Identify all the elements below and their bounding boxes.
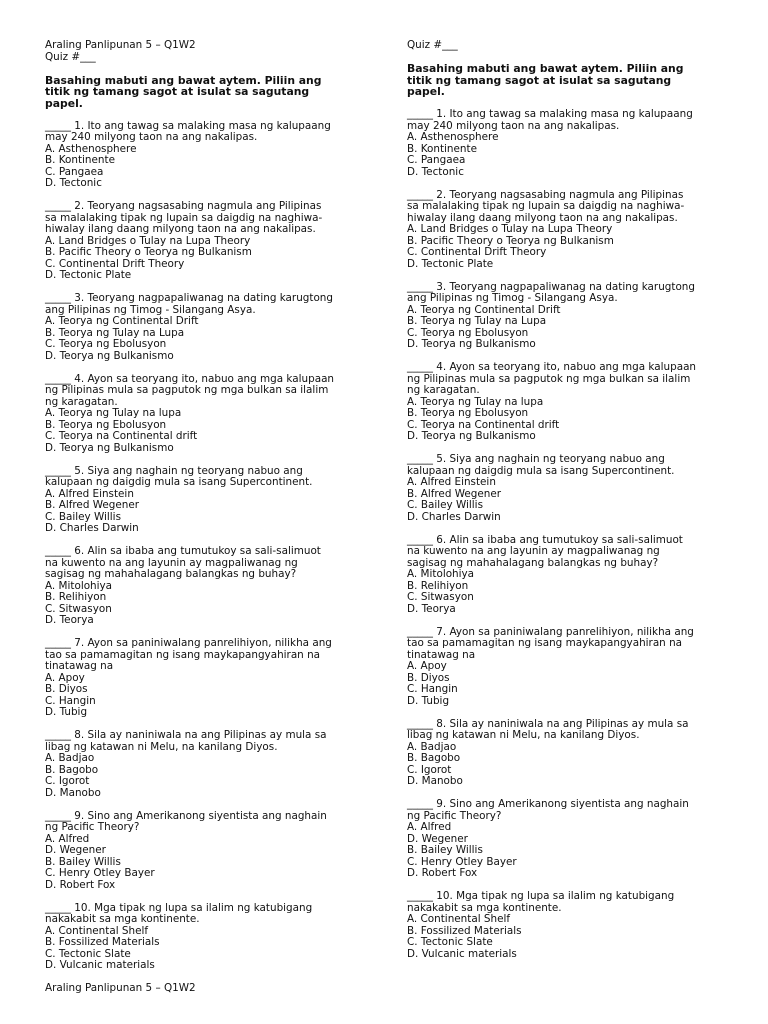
answer-choice: A. Continental Shelf	[45, 924, 149, 937]
answer-choice: C. Pangaea	[45, 165, 104, 178]
answer-choice: D. Charles Darwin	[407, 510, 501, 523]
answer-choice: B. Bailey Willis	[45, 855, 121, 868]
answer-choice: B. Bagobo	[407, 752, 461, 764]
question-text: _____ 4. Ayon sa teoryang ito, nabuo ang mga kalupaan	[45, 372, 335, 385]
answer-choice: C. Bailey Willis	[407, 499, 483, 511]
question-item	[45, 811, 385, 892]
answer-choice: B. Pacific Theory o Teorya ng Bulkanism	[45, 246, 252, 258]
answer-choice: C. Tectonic Slate	[45, 947, 131, 960]
answer-choice: C. Continental Drift Theory	[407, 246, 547, 258]
footer-subject-title: Araling Panlipunan 5 – Q1W2	[45, 982, 196, 994]
question-text: libag ng katawan ni Melu, na kanilang Diyos.	[407, 729, 640, 741]
question-text: ang Pilipinas ng Timog - Silangang Asya.	[45, 303, 256, 316]
question-text: ng karagatan.	[407, 384, 480, 396]
instruction-line: titik ng tamang sagot at isulat sa sagutang	[45, 85, 310, 98]
answer-choice: C. Tectonic Slate	[407, 936, 493, 948]
answer-choice: A. Teorya ng Continental Drift	[407, 303, 561, 316]
question-text: _____ 9. Sino ang Amerikanong siyentista ang naghain	[407, 798, 689, 810]
answer-choice: B. Relihiyon	[45, 591, 107, 603]
answer-choice: B. Teorya ng Tulay na Lupa	[407, 315, 547, 327]
answer-choice: C. Sitwasyon	[45, 602, 112, 615]
answer-choice: A. Land Bridges o Tulay na Lupa Theory	[45, 234, 251, 247]
answer-choice: C. Igorot	[407, 763, 452, 776]
question-text: nakakabit sa mga kontinente.	[407, 901, 562, 914]
question-text: _____ 10. Mga tipak ng lupa sa ilalim ng katubigang	[407, 890, 675, 902]
answer-choice: B. Fossilized Materials	[45, 936, 160, 948]
question-text: _____ 7. Ayon sa paniniwalang panrelihiyon, nilikha ang	[407, 625, 694, 638]
question-text: na kuwento na ang layunin ay magpaliwanag ng	[407, 545, 660, 557]
answer-choice: C. Teorya na Continental drift	[407, 418, 560, 431]
answer-choice: C. Hangin	[407, 683, 458, 695]
question-item	[45, 466, 385, 535]
question-text: ng Pilipinas mula sa pagputok ng mga bulkan sa ilalim	[407, 372, 691, 385]
answer-choice: A. Apoy	[45, 671, 85, 684]
question-text: _____ 5. Siya ang naghain ng teoryang nabuo ang	[45, 464, 303, 477]
answer-choice: A. Asthenosphere	[407, 131, 499, 143]
question-item	[407, 282, 747, 351]
question-item	[407, 362, 747, 443]
question-item	[45, 903, 385, 972]
question-text: sa malalaking tipak ng lupain sa daigdig na naghiwa-	[407, 200, 685, 212]
answer-choice: D. Tectonic	[407, 165, 464, 178]
answer-choice: B. Pacific Theory o Teorya ng Bulkanism	[407, 234, 614, 247]
answer-choice: A. Alfred	[407, 821, 452, 833]
answer-choice: D. Tectonic Plate	[407, 257, 494, 270]
question-text: _____ 10. Mga tipak ng lupa sa ilalim ng katubigang	[45, 901, 313, 914]
answer-choice: D. Tubig	[45, 706, 88, 718]
answer-choice: B. Alfred Wegener	[407, 487, 502, 500]
question-text: ng Pilipinas mula sa pagputok ng mga bulkan sa ilalim	[45, 384, 329, 396]
answer-choice: D. Manobo	[407, 775, 463, 787]
question-text: sagisag ng mahahalagang balangkas ng buhay?	[45, 568, 297, 580]
question-list	[45, 121, 385, 972]
answer-choice: C. Henry Otley Bayer	[407, 855, 517, 868]
question-item	[407, 891, 747, 960]
quiz-column-left	[45, 40, 385, 995]
answer-choice: A. Badjao	[407, 740, 457, 753]
question-item	[407, 535, 747, 616]
question-item	[407, 109, 747, 178]
question-text: ng Pacific Theory?	[45, 821, 140, 833]
answer-choice: A. Alfred Einstein	[45, 487, 134, 500]
answer-choice: B. Relihiyon	[407, 579, 469, 592]
answer-choice: C. Sitwasyon	[407, 591, 474, 603]
question-text: hiwalay ilang daang milyong taon na ang nakalipas.	[407, 211, 678, 224]
quiz-number-line: Quiz #___	[407, 39, 458, 51]
question-item	[45, 121, 385, 190]
question-item	[45, 293, 385, 362]
instructions	[407, 63, 747, 98]
question-text: _____ 3. Teoryang nagpapaliwanag na dating karugtong	[45, 292, 333, 304]
quiz-header	[407, 40, 747, 52]
question-item	[45, 730, 385, 799]
question-text: _____ 5. Siya ang naghain ng teoryang nabuo ang	[407, 453, 665, 465]
answer-choice: D. Teorya ng Bulkanismo	[45, 349, 174, 362]
question-item	[407, 627, 747, 708]
answer-choice: D. Teorya ng Bulkanismo	[45, 441, 174, 454]
question-text: _____ 9. Sino ang Amerikanong siyentista ang naghain	[45, 809, 327, 822]
question-text: libag ng katawan ni Melu, na kanilang Diyos.	[45, 740, 278, 753]
question-text: may 240 milyong taon na ang nakalipas.	[45, 131, 258, 143]
answer-choice: A. Badjao	[45, 752, 95, 764]
answer-choice: B. Teorya ng Ebolusyon	[407, 407, 529, 419]
answer-choice: D. Charles Darwin	[45, 522, 139, 534]
answer-choice: C. Bailey Willis	[45, 510, 121, 523]
answer-choice: B. Teorya ng Tulay na Lupa	[45, 326, 185, 339]
question-text: tao sa pamamagitan ng isang maykapangyahiran na	[407, 637, 683, 649]
answer-choice: D. Tectonic	[45, 177, 102, 189]
question-text: nakakabit sa mga kontinente.	[45, 913, 200, 925]
answer-choice: B. Kontinente	[45, 154, 115, 166]
question-item	[45, 546, 385, 627]
question-text: tao sa pamamagitan ng isang maykapangyahiran na	[45, 648, 321, 661]
question-text: na kuwento na ang layunin ay magpaliwanag ng	[45, 556, 298, 569]
question-text: tinatawag na	[407, 648, 476, 661]
answer-choice: D. Wegener	[407, 832, 468, 845]
instruction-line: Basahing mabuti ang bawat aytem. Piliin ang	[45, 73, 322, 87]
answer-choice: B. Diyos	[407, 671, 450, 684]
question-text: hiwalay ilang daang milyong taon na ang nakalipas.	[45, 223, 316, 235]
question-text: _____ 1. Ito ang tawag sa malaking masa ng kalupaang	[45, 119, 331, 132]
question-text: ng Pacific Theory?	[407, 809, 502, 822]
question-text: may 240 milyong taon na ang nakalipas.	[407, 119, 620, 132]
question-text: kalupaan ng daigdig mula sa isang Supercontinent.	[45, 476, 313, 488]
question-text: tinatawag na	[45, 660, 114, 672]
answer-choice: C. Henry Otley Bayer	[45, 867, 155, 879]
question-item	[45, 638, 385, 719]
instruction-line: papel.	[45, 96, 83, 110]
answer-choice: B. Alfred Wegener	[45, 499, 140, 511]
instruction-line: papel.	[407, 85, 445, 98]
answer-choice: B. Teorya ng Ebolusyon	[45, 418, 167, 431]
instructions	[45, 75, 385, 110]
answer-choice: D. Tectonic Plate	[45, 269, 132, 281]
question-text: _____ 2. Teoryang nagsasabing nagmula ang Pilipinas	[407, 188, 684, 201]
answer-choice: C. Igorot	[45, 775, 90, 787]
answer-choice: A. Teorya ng Continental Drift	[45, 315, 199, 327]
answer-choice: A. Mitolohiya	[407, 568, 475, 580]
question-text: _____ 4. Ayon sa teoryang ito, nabuo ang mga kalupaan	[407, 361, 697, 373]
quiz-number-line: Quiz #___	[45, 50, 96, 63]
question-text: _____ 6. Alin sa ibaba ang tumutukoy sa sali-salimuot	[407, 533, 683, 546]
quiz-column-right	[407, 40, 747, 972]
answer-choice: D. Robert Fox	[45, 878, 116, 891]
answer-choice: D. Teorya ng Bulkanismo	[407, 430, 536, 442]
answer-choice: D. Tubig	[407, 694, 450, 707]
answer-choice: A. Teorya ng Tulay na lupa	[407, 395, 544, 408]
answer-choice: A. Mitolohiya	[45, 579, 113, 592]
question-text: ang Pilipinas ng Timog - Silangang Asya.	[407, 292, 618, 304]
question-text: _____ 6. Alin sa ibaba ang tumutukoy sa sali-salimuot	[45, 545, 321, 557]
answer-choice: C. Continental Drift Theory	[45, 257, 185, 270]
answer-choice: C. Hangin	[45, 694, 96, 707]
answer-choice: C. Teorya na Continental drift	[45, 430, 198, 442]
answer-choice: A. Land Bridges o Tulay na Lupa Theory	[407, 223, 613, 235]
instruction-line: titik ng tamang sagot at isulat sa sagutang	[407, 73, 672, 87]
answer-choice: C. Pangaea	[407, 154, 466, 166]
question-text: _____ 7. Ayon sa paniniwalang panrelihiyon, nilikha ang	[45, 637, 332, 649]
question-text: sa malalaking tipak ng lupain sa daigdig na naghiwa-	[45, 211, 323, 224]
question-list	[407, 109, 747, 960]
answer-choice: D. Robert Fox	[407, 867, 478, 879]
answer-choice: A. Asthenosphere	[45, 142, 137, 155]
answer-choice: B. Kontinente	[407, 142, 477, 155]
answer-choice: D. Vulcanic materials	[45, 959, 155, 971]
footer	[45, 983, 385, 995]
question-text: sagisag ng mahahalagang balangkas ng buhay?	[407, 556, 659, 569]
answer-choice: D. Wegener	[45, 844, 106, 856]
question-text: _____ 2. Teoryang nagsasabing nagmula ang Pilipinas	[45, 200, 322, 212]
answer-choice: B. Bailey Willis	[407, 844, 483, 856]
subject-title: Araling Panlipunan 5 – Q1W2	[45, 39, 196, 51]
question-text: _____ 1. Ito ang tawag sa malaking masa ng kalupaang	[407, 108, 693, 120]
question-text: _____ 8. Sila ay naniniwala na ang Pilipinas ay mula sa	[45, 729, 327, 741]
answer-choice: A. Teorya ng Tulay na lupa	[45, 407, 182, 419]
answer-choice: A. Alfred Einstein	[407, 476, 496, 488]
answer-choice: D. Teorya	[407, 602, 456, 615]
answer-choice: B. Diyos	[45, 683, 88, 695]
question-text: ng karagatan.	[45, 395, 118, 408]
answer-choice: C. Teorya ng Ebolusyon	[407, 326, 529, 339]
answer-choice: A. Alfred	[45, 832, 90, 845]
question-item	[407, 190, 747, 271]
answer-choice: D. Manobo	[45, 786, 101, 799]
question-item	[407, 719, 747, 788]
answer-choice: D. Teorya	[45, 614, 94, 626]
question-text: _____ 8. Sila ay naniniwala na ang Pilipinas ay mula sa	[407, 717, 689, 730]
answer-choice: D. Vulcanic materials	[407, 947, 517, 960]
question-item	[407, 454, 747, 523]
answer-choice: B. Fossilized Materials	[407, 924, 522, 937]
question-text: _____ 3. Teoryang nagpapaliwanag na dating karugtong	[407, 280, 695, 293]
question-item	[45, 374, 385, 455]
question-item	[45, 201, 385, 282]
answer-choice: A. Apoy	[407, 660, 447, 672]
question-text: kalupaan ng daigdig mula sa isang Supercontinent.	[407, 464, 675, 477]
instruction-line: Basahing mabuti ang bawat aytem. Piliin ang	[407, 62, 684, 75]
answer-choice: D. Teorya ng Bulkanismo	[407, 338, 536, 350]
quiz-header	[45, 40, 385, 63]
question-item	[407, 799, 747, 880]
answer-choice: C. Teorya ng Ebolusyon	[45, 338, 167, 350]
answer-choice: A. Continental Shelf	[407, 913, 511, 925]
answer-choice: B. Bagobo	[45, 763, 99, 776]
